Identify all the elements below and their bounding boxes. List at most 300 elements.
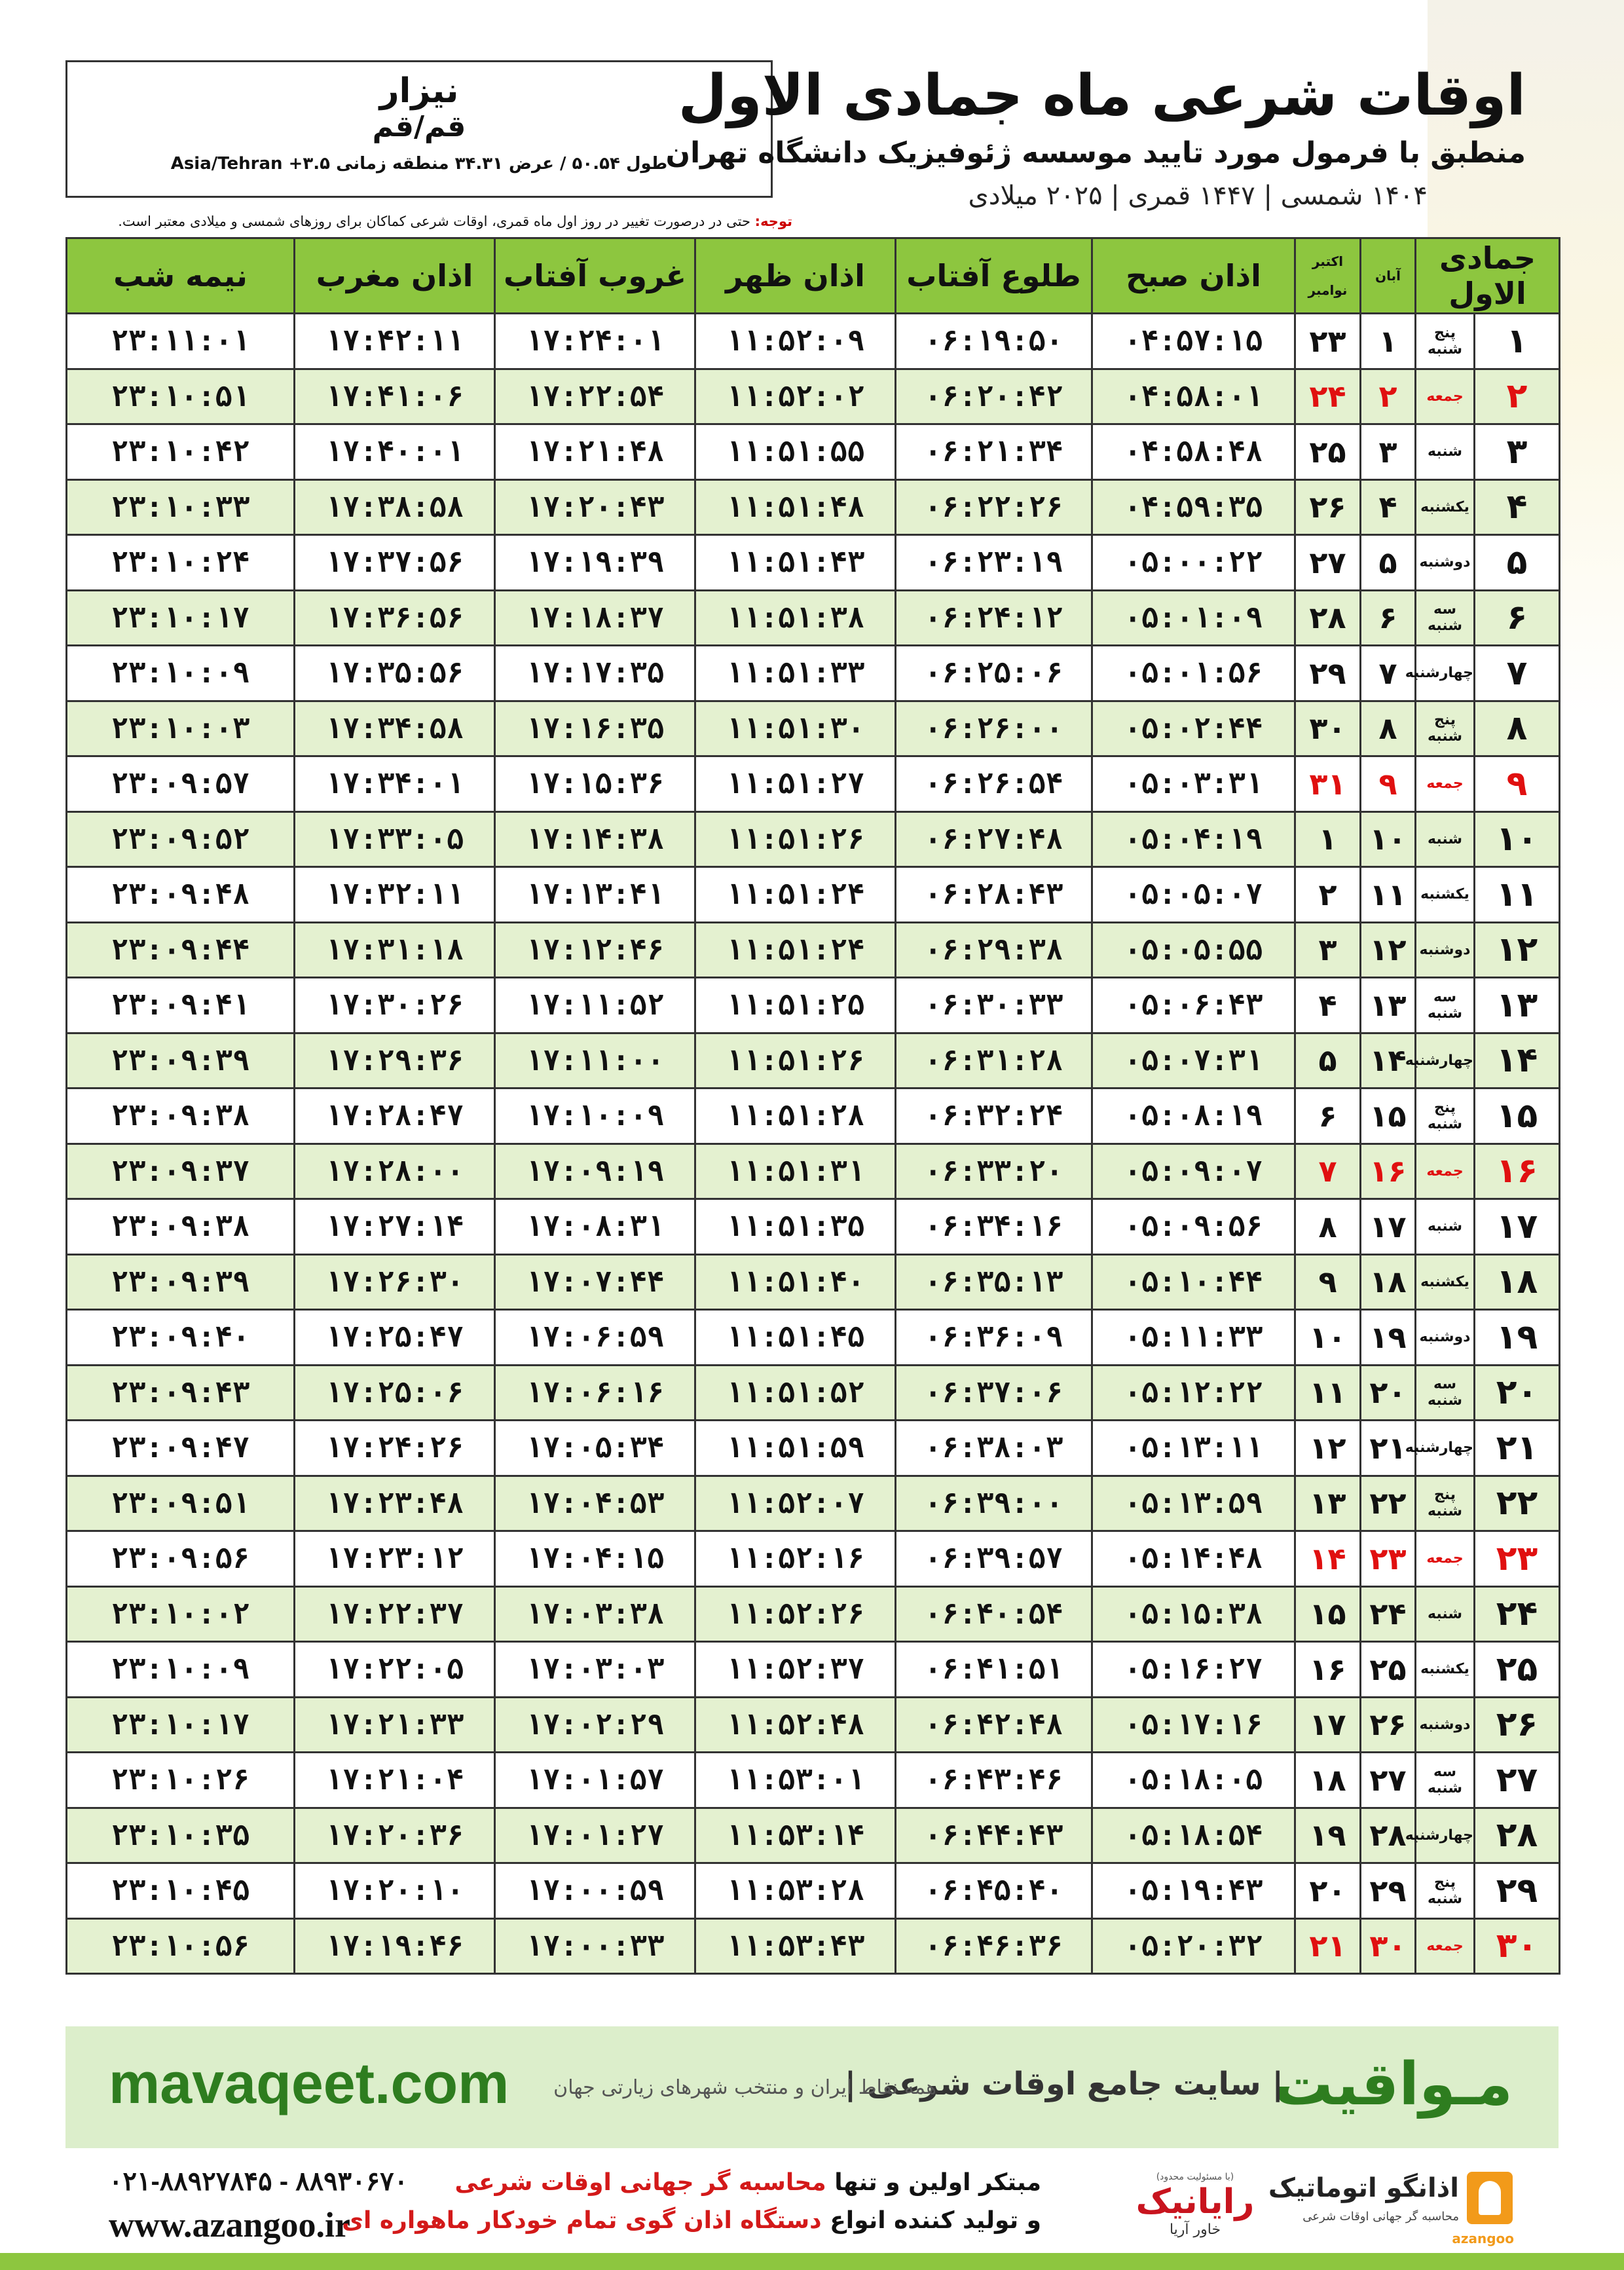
weekday-cell: چهارشنبه xyxy=(1416,1808,1475,1863)
fajr-cell: ۰۵:۱۸:۰۵ xyxy=(1092,1753,1295,1808)
maghrib-cell: ۱۷:۲۴:۲۶ xyxy=(295,1421,495,1476)
weekday-cell: شنبه xyxy=(1416,1199,1475,1255)
maghrib-cell: ۱۷:۲۶:۳۰ xyxy=(295,1254,495,1310)
gregorian-day-cell: ۲۸ xyxy=(1295,590,1361,646)
maghrib-cell: ۱۷:۲۳:۴۸ xyxy=(295,1476,495,1531)
sunset-cell: ۱۷:۰۶:۱۶ xyxy=(495,1365,695,1421)
table-row xyxy=(67,1033,1560,1088)
sunset-cell: ۱۷:۰۳:۰۳ xyxy=(495,1642,695,1698)
sunset-cell: ۱۷:۱۱:۵۲ xyxy=(495,978,695,1033)
aban-day-cell: ۷ xyxy=(1361,646,1416,701)
hijri-day-cell: ۷ xyxy=(1475,646,1560,701)
aban-day-cell: ۱۹ xyxy=(1361,1310,1416,1366)
hijri-day-cell: ۴ xyxy=(1475,479,1560,535)
weekday-cell: دوشنبه xyxy=(1416,922,1475,978)
gregorian-day-cell: ۲ xyxy=(1295,867,1361,923)
sunrise-cell: ۰۶:۳۲:۲۴ xyxy=(896,1088,1092,1144)
page-title: اوقات شرعی ماه جمادی الاول xyxy=(678,63,1526,128)
sunset-cell: ۱۷:۰۷:۴۴ xyxy=(495,1254,695,1310)
sunset-cell: ۱۷:۱۴:۳۸ xyxy=(495,811,695,867)
midnight-cell: ۲۳:۰۹:۵۲ xyxy=(67,811,295,867)
aban-day-cell: ۱۱ xyxy=(1361,867,1416,923)
sunset-cell: ۱۷:۰۲:۲۹ xyxy=(495,1697,695,1753)
weekday-cell: جمعه xyxy=(1416,1918,1475,1974)
header-october: اکتبر xyxy=(1312,253,1344,269)
maghrib-cell: ۱۷:۳۲:۱۱ xyxy=(295,867,495,923)
dhuhr-cell: ۱۱:۵۲:۳۷ xyxy=(695,1642,896,1698)
website-link[interactable]: mavaqeet.com xyxy=(109,2051,509,2115)
midnight-cell: ۲۳:۱۰:۱۷ xyxy=(67,1697,295,1753)
table-row xyxy=(67,314,1560,369)
weekday-cell: چهارشنبه xyxy=(1416,646,1475,701)
weekday-cell: شنبه xyxy=(1416,1586,1475,1642)
header-sunset: غروب آفتاب xyxy=(495,238,695,314)
fajr-cell: ۰۵:۰۱:۵۶ xyxy=(1092,646,1295,701)
hijri-day-cell: ۱۱ xyxy=(1475,867,1560,923)
aban-day-cell: ۱۸ xyxy=(1361,1254,1416,1310)
province-name: قم/قم xyxy=(372,110,466,143)
table-row xyxy=(67,424,1560,480)
table-row xyxy=(67,590,1560,646)
fajr-cell: ۰۴:۵۷:۱۵ xyxy=(1092,314,1295,369)
footer-website-link[interactable]: www.azangoo.ir xyxy=(109,2205,350,2244)
gregorian-day-cell: ۲۹ xyxy=(1295,646,1361,701)
sunrise-cell: ۰۶:۳۹:۰۰ xyxy=(896,1476,1092,1531)
table-row xyxy=(67,646,1560,701)
hijri-day-cell: ۲۰ xyxy=(1475,1365,1560,1421)
aban-day-cell: ۲۰ xyxy=(1361,1365,1416,1421)
gregorian-day-cell: ۲۵ xyxy=(1295,424,1361,480)
gregorian-day-cell: ۲۴ xyxy=(1295,369,1361,424)
midnight-cell: ۲۳:۱۱:۰۱ xyxy=(67,314,295,369)
midnight-cell: ۲۳:۱۰:۵۱ xyxy=(67,369,295,424)
maghrib-cell: ۱۷:۲۰:۳۶ xyxy=(295,1808,495,1863)
midnight-cell: ۲۳:۱۰:۰۹ xyxy=(67,1642,295,1698)
table-row xyxy=(67,756,1560,812)
weekday-cell: پنج شنبه xyxy=(1416,1863,1475,1919)
hijri-day-cell: ۳۰ xyxy=(1475,1918,1560,1974)
midnight-cell: ۲۳:۰۹:۴۱ xyxy=(67,978,295,1033)
dhuhr-cell: ۱۱:۵۱:۵۵ xyxy=(695,424,896,480)
aban-day-cell: ۲۲ xyxy=(1361,1476,1416,1531)
sunset-cell: ۱۷:۱۶:۳۵ xyxy=(495,701,695,756)
dhuhr-cell: ۱۱:۵۱:۴۰ xyxy=(695,1254,896,1310)
sunset-cell: ۱۷:۱۷:۳۵ xyxy=(495,646,695,701)
weekday-cell: یکشنبه xyxy=(1416,1254,1475,1310)
aban-day-cell: ۱۵ xyxy=(1361,1088,1416,1144)
sunset-cell: ۱۷:۰۳:۳۸ xyxy=(495,1586,695,1642)
maghrib-cell: ۱۷:۳۴:۵۸ xyxy=(295,701,495,756)
aban-day-cell: ۳ xyxy=(1361,424,1416,480)
hijri-day-cell: ۹ xyxy=(1475,756,1560,812)
dhuhr-cell: ۱۱:۵۳:۰۱ xyxy=(695,1753,896,1808)
maghrib-cell: ۱۷:۲۸:۴۷ xyxy=(295,1088,495,1144)
hijri-day-cell: ۱۵ xyxy=(1475,1088,1560,1144)
midnight-cell: ۲۳:۱۰:۰۳ xyxy=(67,701,295,756)
aban-day-cell: ۲۸ xyxy=(1361,1808,1416,1863)
dhuhr-cell: ۱۱:۵۳:۴۳ xyxy=(695,1918,896,1974)
table-row xyxy=(67,1254,1560,1310)
fajr-cell: ۰۵:۰۹:۰۷ xyxy=(1092,1144,1295,1199)
sunrise-cell: ۰۶:۲۰:۴۲ xyxy=(896,369,1092,424)
hijri-day-cell: ۲۵ xyxy=(1475,1642,1560,1698)
hijri-day-cell: ۲۱ xyxy=(1475,1421,1560,1476)
header-hijri: جمادی الاول xyxy=(1416,238,1560,314)
sunrise-cell: ۰۶:۲۵:۰۶ xyxy=(896,646,1092,701)
coordinates: طول ۵۰.۵۴ / عرض ۳۴.۳۱ منطقه زمانی ۳.۵+ Asia/Tehran xyxy=(170,154,668,174)
sunrise-cell: ۰۶:۲۶:۰۰ xyxy=(896,701,1092,756)
sunset-cell: ۱۷:۱۵:۳۶ xyxy=(495,756,695,812)
aban-day-cell: ۲ xyxy=(1361,369,1416,424)
hijri-day-cell: ۱۰ xyxy=(1475,811,1560,867)
sunset-cell: ۱۷:۱۸:۳۷ xyxy=(495,590,695,646)
gregorian-day-cell: ۱۱ xyxy=(1295,1365,1361,1421)
hijri-day-cell: ۶ xyxy=(1475,590,1560,646)
table-row xyxy=(67,1863,1560,1919)
fajr-cell: ۰۵:۱۲:۲۲ xyxy=(1092,1365,1295,1421)
sunset-cell: ۱۷:۲۲:۵۴ xyxy=(495,369,695,424)
table-row xyxy=(67,1421,1560,1476)
sunrise-cell: ۰۶:۳۱:۲۸ xyxy=(896,1033,1092,1088)
midnight-cell: ۲۳:۱۰:۲۶ xyxy=(67,1753,295,1808)
aban-day-cell: ۲۷ xyxy=(1361,1753,1416,1808)
maghrib-cell: ۱۷:۲۲:۰۵ xyxy=(295,1642,495,1698)
sunrise-cell: ۰۶:۲۴:۱۲ xyxy=(896,590,1092,646)
midnight-cell: ۲۳:۰۹:۳۹ xyxy=(67,1033,295,1088)
gregorian-day-cell: ۱ xyxy=(1295,811,1361,867)
sunrise-cell: ۰۶:۲۱:۳۴ xyxy=(896,424,1092,480)
midnight-cell: ۲۳:۰۹:۳۷ xyxy=(67,1144,295,1199)
location-box xyxy=(65,60,773,198)
footer-tagline xyxy=(342,2164,1041,2240)
sunrise-cell: ۰۶:۳۵:۱۳ xyxy=(896,1254,1092,1310)
page-subtitle: منطبق با فرمول مورد تایید موسسه ژئوفیزیک دانشگاه تهران xyxy=(665,136,1526,170)
maghrib-cell: ۱۷:۲۵:۰۶ xyxy=(295,1365,495,1421)
sunset-cell: ۱۷:۲۰:۴۳ xyxy=(495,479,695,535)
midnight-cell: ۲۳:۰۹:۳۹ xyxy=(67,1254,295,1310)
gregorian-day-cell: ۲۱ xyxy=(1295,1918,1361,1974)
sunrise-cell: ۰۶:۴۵:۴۰ xyxy=(896,1863,1092,1919)
sunrise-cell: ۰۶:۳۶:۰۹ xyxy=(896,1310,1092,1366)
header-november: نوامبر xyxy=(1308,282,1348,298)
tagline-2b: دستگاه اذان گوی تمام خودکار ماهواره ای xyxy=(342,2207,822,2234)
hijri-day-cell: ۱۸ xyxy=(1475,1254,1560,1310)
dhuhr-cell: ۱۱:۵۱:۴۵ xyxy=(695,1310,896,1366)
sunset-cell: ۱۷:۰۱:۲۷ xyxy=(495,1808,695,1863)
sunset-cell: ۱۷:۲۴:۰۱ xyxy=(495,314,695,369)
dhuhr-cell: ۱۱:۵۱:۲۴ xyxy=(695,922,896,978)
fajr-cell: ۰۵:۰۴:۱۹ xyxy=(1092,811,1295,867)
hijri-day-cell: ۲۶ xyxy=(1475,1697,1560,1753)
hijri-day-cell: ۱۷ xyxy=(1475,1199,1560,1255)
fajr-cell: ۰۵:۰۵:۰۷ xyxy=(1092,867,1295,923)
midnight-cell: ۲۳:۱۰:۵۶ xyxy=(67,1918,295,1974)
header-aban: آبان xyxy=(1361,238,1416,314)
hijri-day-cell: ۲۳ xyxy=(1475,1531,1560,1587)
dhuhr-cell: ۱۱:۵۱:۳۵ xyxy=(695,1199,896,1255)
dhuhr-cell: ۱۱:۵۱:۴۸ xyxy=(695,479,896,535)
gregorian-day-cell: ۱۴ xyxy=(1295,1531,1361,1587)
dhuhr-cell: ۱۱:۵۱:۳۳ xyxy=(695,646,896,701)
sunset-cell: ۱۷:۰۴:۵۳ xyxy=(495,1476,695,1531)
gregorian-day-cell: ۱۸ xyxy=(1295,1753,1361,1808)
gregorian-day-cell: ۳۱ xyxy=(1295,756,1361,812)
weekday-cell: جمعه xyxy=(1416,369,1475,424)
sunset-cell: ۱۷:۲۱:۴۸ xyxy=(495,424,695,480)
midnight-cell: ۲۳:۰۹:۴۰ xyxy=(67,1310,295,1366)
sunset-cell: ۱۷:۰۱:۵۷ xyxy=(495,1753,695,1808)
gregorian-day-cell: ۳ xyxy=(1295,922,1361,978)
dhuhr-cell: ۱۱:۵۱:۲۶ xyxy=(695,1033,896,1088)
aban-day-cell: ۱ xyxy=(1361,314,1416,369)
maghrib-cell: ۱۷:۳۱:۱۸ xyxy=(295,922,495,978)
rayanik-name: رایانیک xyxy=(1135,2182,1255,2222)
maghrib-cell: ۱۷:۴۲:۱۱ xyxy=(295,314,495,369)
sunset-cell: ۱۷:۰۴:۱۵ xyxy=(495,1531,695,1587)
dhuhr-cell: ۱۱:۵۳:۱۴ xyxy=(695,1808,896,1863)
dhuhr-cell: ۱۱:۵۲:۰۹ xyxy=(695,314,896,369)
sunset-cell: ۱۷:۰۰:۳۳ xyxy=(495,1918,695,1974)
weekday-cell: جمعه xyxy=(1416,1531,1475,1587)
aban-day-cell: ۵ xyxy=(1361,535,1416,591)
midnight-cell: ۲۳:۰۹:۳۸ xyxy=(67,1199,295,1255)
aban-day-cell: ۶ xyxy=(1361,590,1416,646)
fajr-cell: ۰۵:۱۳:۵۹ xyxy=(1092,1476,1295,1531)
midnight-cell: ۲۳:۱۰:۲۴ xyxy=(67,535,295,591)
tagline-2a: و تولید کننده انواع xyxy=(830,2207,1041,2234)
gregorian-day-cell: ۱۲ xyxy=(1295,1421,1361,1476)
azangoo-latin: azangoo xyxy=(1452,2231,1514,2246)
dhuhr-cell: ۱۱:۵۱:۳۸ xyxy=(695,590,896,646)
phone-numbers: ۰۲۱-۸۸۹۲۷۸۴۵ - ۸۸۹۳۰۶۷۰ xyxy=(109,2167,409,2196)
sunrise-cell: ۰۶:۴۰:۵۴ xyxy=(896,1586,1092,1642)
hijri-day-cell: ۲۷ xyxy=(1475,1753,1560,1808)
sunset-cell: ۱۷:۰۸:۳۱ xyxy=(495,1199,695,1255)
midnight-cell: ۲۳:۰۹:۴۳ xyxy=(67,1365,295,1421)
table-row xyxy=(67,1586,1560,1642)
midnight-cell: ۲۳:۱۰:۰۹ xyxy=(67,646,295,701)
brand-logo-text: مـواقیت xyxy=(1274,2050,1513,2119)
azangoo-name: اذانگو اتوماتیک xyxy=(1268,2173,1459,2203)
maghrib-cell: ۱۷:۲۱:۳۳ xyxy=(295,1697,495,1753)
city-name: نیزار xyxy=(379,71,459,111)
aban-day-cell: ۱۳ xyxy=(1361,978,1416,1033)
fajr-cell: ۰۵:۱۹:۴۳ xyxy=(1092,1863,1295,1919)
fajr-cell: ۰۵:۰۱:۰۹ xyxy=(1092,590,1295,646)
fajr-cell: ۰۵:۰۷:۳۱ xyxy=(1092,1033,1295,1088)
fajr-cell: ۰۵:۰۳:۳۱ xyxy=(1092,756,1295,812)
gregorian-day-cell: ۱۳ xyxy=(1295,1476,1361,1531)
dhuhr-cell: ۱۱:۵۱:۲۶ xyxy=(695,811,896,867)
dhuhr-cell: ۱۱:۵۱:۲۵ xyxy=(695,978,896,1033)
aban-day-cell: ۲۵ xyxy=(1361,1642,1416,1698)
dhuhr-cell: ۱۱:۵۱:۵۲ xyxy=(695,1365,896,1421)
midnight-cell: ۲۳:۰۹:۵۶ xyxy=(67,1531,295,1587)
sunset-cell: ۱۷:۱۳:۴۱ xyxy=(495,867,695,923)
maghrib-cell: ۱۷:۲۸:۰۰ xyxy=(295,1144,495,1199)
sunset-cell: ۱۷:۱۹:۳۹ xyxy=(495,535,695,591)
fajr-cell: ۰۵:۰۰:۲۲ xyxy=(1092,535,1295,591)
hijri-day-cell: ۱ xyxy=(1475,314,1560,369)
calendar-years: ۱۴۰۴ شمسی | ۱۴۴۷ قمری | ۲۰۲۵ میلادی xyxy=(968,181,1428,211)
sunrise-cell: ۰۶:۴۲:۴۸ xyxy=(896,1697,1092,1753)
hijri-day-cell: ۲۲ xyxy=(1475,1476,1560,1531)
maghrib-cell: ۱۷:۳۳:۰۵ xyxy=(295,811,495,867)
dhuhr-cell: ۱۱:۵۱:۵۹ xyxy=(695,1421,896,1476)
weekday-cell: سه شنبه xyxy=(1416,1753,1475,1808)
table-row xyxy=(67,1753,1560,1808)
table-row xyxy=(67,867,1560,923)
sunset-cell: ۱۷:۰۹:۱۹ xyxy=(495,1144,695,1199)
prayer-times-table xyxy=(65,237,1560,1975)
table-row xyxy=(67,535,1560,591)
aban-day-cell: ۲۴ xyxy=(1361,1586,1416,1642)
hijri-day-cell: ۲ xyxy=(1475,369,1560,424)
fajr-cell: ۰۵:۰۵:۵۵ xyxy=(1092,922,1295,978)
gregorian-day-cell: ۶ xyxy=(1295,1088,1361,1144)
maghrib-cell: ۱۷:۴۰:۰۱ xyxy=(295,424,495,480)
aban-day-cell: ۴ xyxy=(1361,479,1416,535)
gregorian-day-cell: ۱۹ xyxy=(1295,1808,1361,1863)
sunrise-cell: ۰۶:۲۷:۴۸ xyxy=(896,811,1092,867)
weekday-cell: شنبه xyxy=(1416,424,1475,480)
table-row xyxy=(67,1365,1560,1421)
dhuhr-cell: ۱۱:۵۲:۰۲ xyxy=(695,369,896,424)
dhuhr-cell: ۱۱:۵۱:۳۰ xyxy=(695,701,896,756)
dhuhr-cell: ۱۱:۵۲:۱۶ xyxy=(695,1531,896,1587)
table-row xyxy=(67,811,1560,867)
weekday-cell: جمعه xyxy=(1416,1144,1475,1199)
maghrib-cell: ۱۷:۳۶:۵۶ xyxy=(295,590,495,646)
hijri-day-cell: ۲۴ xyxy=(1475,1586,1560,1642)
header-gregorian xyxy=(1295,238,1361,314)
weekday-cell: یکشنبه xyxy=(1416,479,1475,535)
maghrib-cell: ۱۷:۳۰:۲۶ xyxy=(295,978,495,1033)
note xyxy=(65,214,792,229)
table-row xyxy=(67,1144,1560,1199)
sunset-cell: ۱۷:۱۱:۰۰ xyxy=(495,1033,695,1088)
gregorian-day-cell: ۲۶ xyxy=(1295,479,1361,535)
sunrise-cell: ۰۶:۲۶:۵۴ xyxy=(896,756,1092,812)
weekday-cell: دوشنبه xyxy=(1416,1697,1475,1753)
gregorian-day-cell: ۲۷ xyxy=(1295,535,1361,591)
aban-day-cell: ۱۷ xyxy=(1361,1199,1416,1255)
hijri-day-cell: ۲۸ xyxy=(1475,1808,1560,1863)
tagline-1a: مبتکر اولین و تنها xyxy=(834,2169,1041,2196)
header-fajr: اذان صبح xyxy=(1092,238,1295,314)
sunrise-cell: ۰۶:۱۹:۵۰ xyxy=(896,314,1092,369)
gregorian-day-cell: ۳۰ xyxy=(1295,701,1361,756)
weekday-cell: پنج شنبه xyxy=(1416,1088,1475,1144)
weekday-cell: دوشنبه xyxy=(1416,535,1475,591)
hijri-day-cell: ۱۲ xyxy=(1475,922,1560,978)
midnight-cell: ۲۳:۱۰:۴۵ xyxy=(67,1863,295,1919)
rayanik-logo xyxy=(1113,2172,1277,2250)
maghrib-cell: ۱۷:۲۷:۱۴ xyxy=(295,1199,495,1255)
table-row xyxy=(67,978,1560,1033)
gregorian-day-cell: ۱۰ xyxy=(1295,1310,1361,1366)
table-row xyxy=(67,1088,1560,1144)
hijri-day-cell: ۱۹ xyxy=(1475,1310,1560,1366)
table-row xyxy=(67,369,1560,424)
table-body xyxy=(67,314,1560,1974)
gregorian-day-cell: ۲۳ xyxy=(1295,314,1361,369)
sunrise-cell: ۰۶:۳۴:۱۶ xyxy=(896,1199,1092,1255)
dhuhr-cell: ۱۱:۵۱:۴۳ xyxy=(695,535,896,591)
sunrise-cell: ۰۶:۳۸:۰۳ xyxy=(896,1421,1092,1476)
sunset-cell: ۱۷:۰۵:۳۴ xyxy=(495,1421,695,1476)
aban-day-cell: ۲۳ xyxy=(1361,1531,1416,1587)
dhuhr-cell: ۱۱:۵۱:۲۷ xyxy=(695,756,896,812)
weekday-cell: سه شنبه xyxy=(1416,978,1475,1033)
fajr-cell: ۰۵:۰۸:۱۹ xyxy=(1092,1088,1295,1144)
dhuhr-cell: ۱۱:۵۳:۲۸ xyxy=(695,1863,896,1919)
fajr-cell: ۰۵:۱۰:۴۴ xyxy=(1092,1254,1295,1310)
note-text: حتی در درصورت تغییر در روز اول ماه قمری، اوقات شرعی کماکان برای روزهای شمسی و میلادی معتبر است. xyxy=(118,214,750,229)
midnight-cell: ۲۳:۰۹:۵۷ xyxy=(67,756,295,812)
gregorian-day-cell: ۱۶ xyxy=(1295,1642,1361,1698)
dhuhr-cell: ۱۱:۵۱:۲۸ xyxy=(695,1088,896,1144)
sunrise-cell: ۰۶:۲۹:۳۸ xyxy=(896,922,1092,978)
fajr-cell: ۰۵:۱۳:۱۱ xyxy=(1092,1421,1295,1476)
hijri-day-cell: ۱۶ xyxy=(1475,1144,1560,1199)
maghrib-cell: ۱۷:۲۲:۳۷ xyxy=(295,1586,495,1642)
sunset-cell: ۱۷:۱۰:۰۹ xyxy=(495,1088,695,1144)
weekday-cell: چهارشنبه xyxy=(1416,1033,1475,1088)
weekday-cell: پنج شنبه xyxy=(1416,1476,1475,1531)
sunrise-cell: ۰۶:۲۳:۱۹ xyxy=(896,535,1092,591)
table-row xyxy=(67,1476,1560,1531)
fajr-cell: ۰۵:۱۵:۳۸ xyxy=(1092,1586,1295,1642)
dhuhr-cell: ۱۱:۵۲:۲۶ xyxy=(695,1586,896,1642)
maghrib-cell: ۱۷:۲۰:۱۰ xyxy=(295,1863,495,1919)
azangoo-sub: محاسبه گر جهانی اوقات شرعی xyxy=(1302,2210,1459,2223)
midnight-cell: ۲۳:۰۹:۴۴ xyxy=(67,922,295,978)
weekday-cell: شنبه xyxy=(1416,811,1475,867)
fajr-cell: ۰۴:۵۸:۰۱ xyxy=(1092,369,1295,424)
gregorian-day-cell: ۱۷ xyxy=(1295,1697,1361,1753)
weekday-cell: چهارشنبه xyxy=(1416,1421,1475,1476)
weekday-cell: یکشنبه xyxy=(1416,1642,1475,1698)
hijri-day-cell: ۳ xyxy=(1475,424,1560,480)
gregorian-day-cell: ۴ xyxy=(1295,978,1361,1033)
aban-day-cell: ۲۱ xyxy=(1361,1421,1416,1476)
azangoo-mark-icon xyxy=(1467,2172,1513,2224)
midnight-cell: ۲۳:۱۰:۴۲ xyxy=(67,424,295,480)
maghrib-cell: ۱۷:۳۸:۵۸ xyxy=(295,479,495,535)
fajr-cell: ۰۴:۵۹:۳۵ xyxy=(1092,479,1295,535)
weekday-cell: یکشنبه xyxy=(1416,867,1475,923)
sunrise-cell: ۰۶:۴۴:۴۳ xyxy=(896,1808,1092,1863)
gregorian-day-cell: ۹ xyxy=(1295,1254,1361,1310)
header-midnight: نیمه شب xyxy=(67,238,295,314)
aban-day-cell: ۱۶ xyxy=(1361,1144,1416,1199)
header-sunrise: طلوع آفتاب xyxy=(896,238,1092,314)
header-dhuhr: اذان ظهر xyxy=(695,238,896,314)
hijri-day-cell: ۵ xyxy=(1475,535,1560,591)
azangoo-logo xyxy=(1268,2168,1519,2260)
weekday-cell: سه شنبه xyxy=(1416,1365,1475,1421)
table-row xyxy=(67,922,1560,978)
midnight-cell: ۲۳:۰۹:۴۷ xyxy=(67,1421,295,1476)
weekday-cell: جمعه xyxy=(1416,756,1475,812)
table-row xyxy=(67,1642,1560,1698)
weekday-cell: سه شنبه xyxy=(1416,590,1475,646)
bottom-bar xyxy=(0,2253,1624,2270)
midnight-cell: ۲۳:۱۰:۰۲ xyxy=(67,1586,295,1642)
sunrise-cell: ۰۶:۳۷:۰۶ xyxy=(896,1365,1092,1421)
fajr-cell: ۰۵:۱۴:۴۸ xyxy=(1092,1531,1295,1587)
